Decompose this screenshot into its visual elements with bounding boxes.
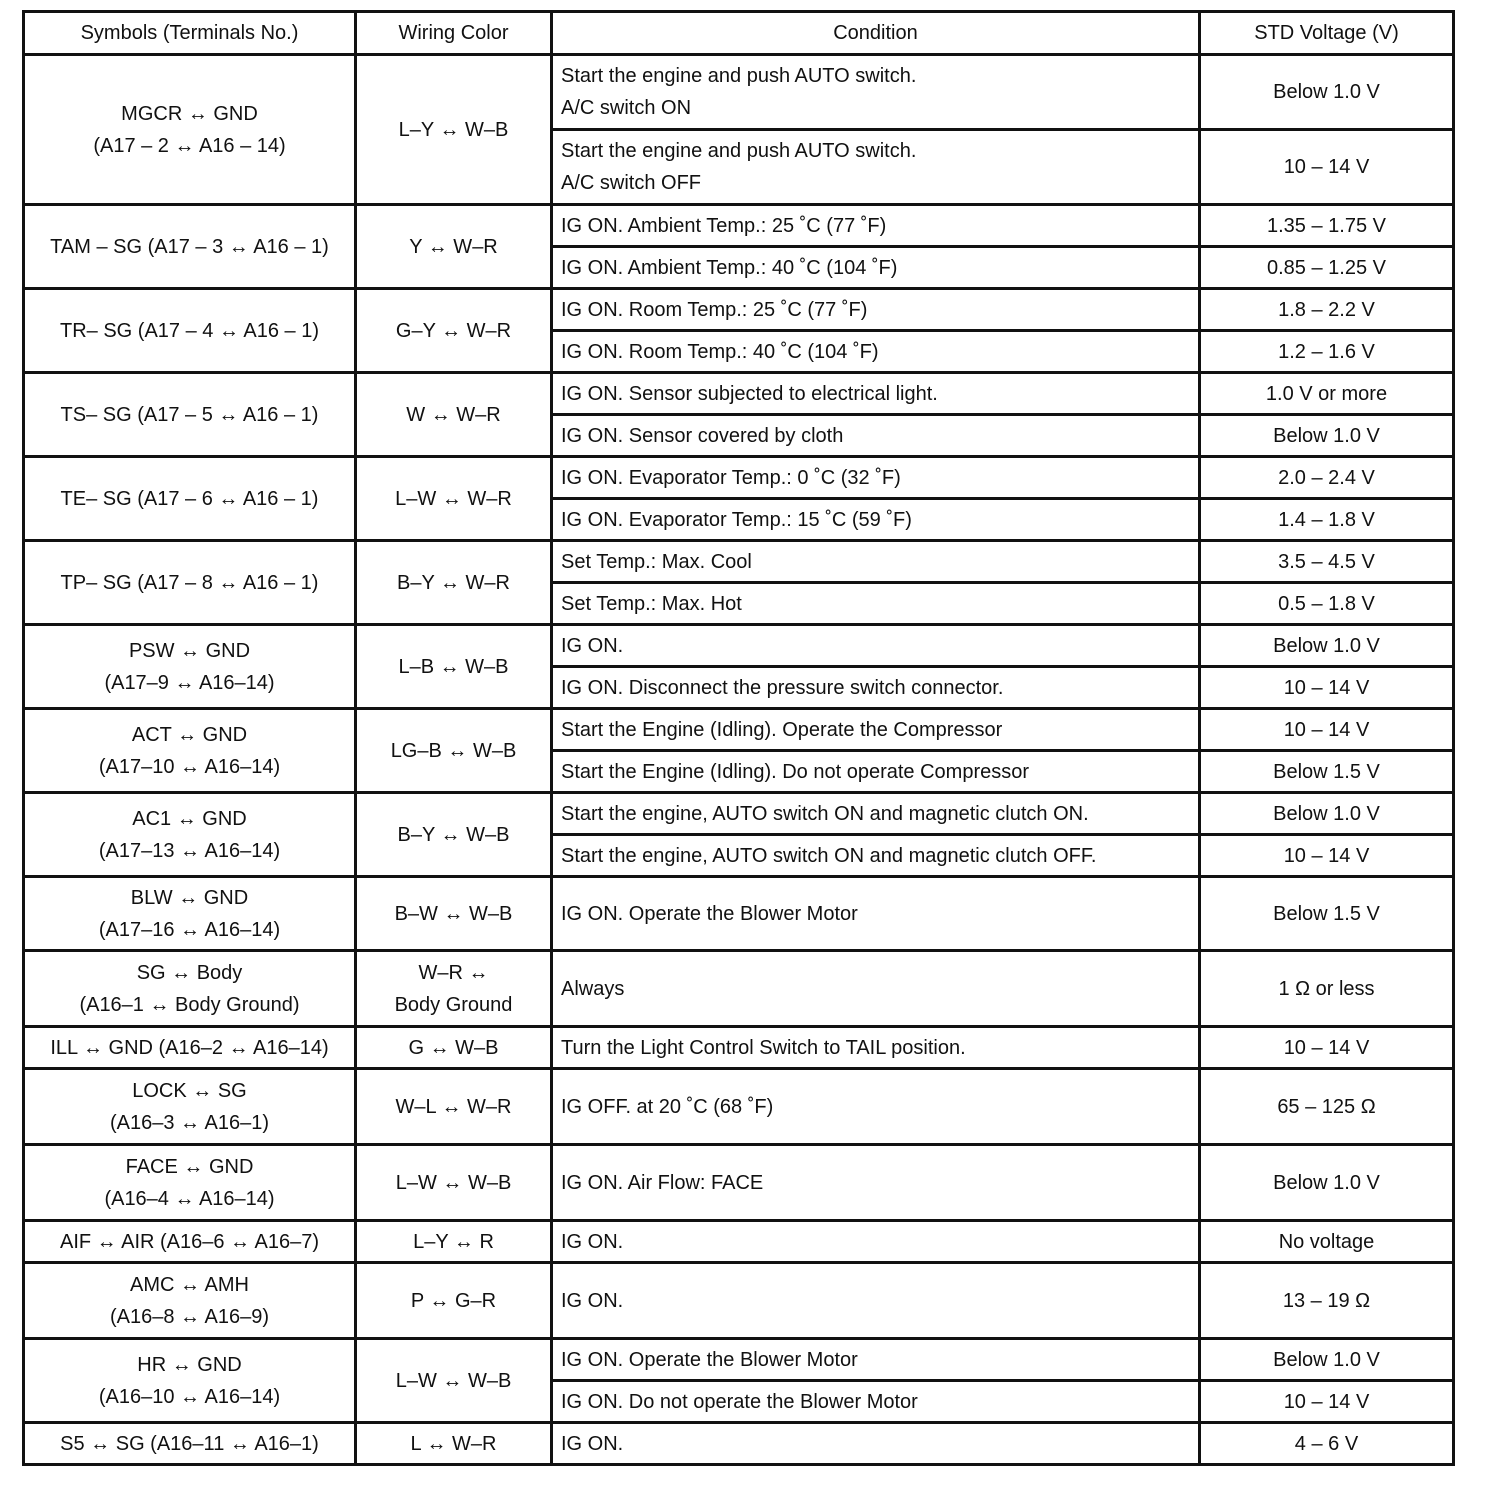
- condition-cell-line: Set Temp.: Max. Cool: [561, 550, 752, 573]
- wiring-color-cell: [356, 1339, 552, 1423]
- wiring-color-cell-line: B–Y ↔ W–B: [397, 823, 510, 846]
- symbol-cell-line: (A17–10 ↔ A16–14): [98, 755, 281, 778]
- symbol-cell-line: AC1 ↔ GND: [132, 807, 247, 830]
- symbol-cell: [24, 1145, 356, 1221]
- condition-cell-line: Start the Engine (Idling). Do not operate Compressor: [561, 760, 1030, 783]
- symbol-cell: [24, 373, 356, 457]
- condition-cell-line: IG ON. Room Temp.: 40 ˚C (104 ˚F): [561, 340, 879, 363]
- std-voltage-cell: 1 Ω or less: [1200, 951, 1454, 1027]
- wiring-color-cell-line: L ↔ W–R: [410, 1432, 497, 1455]
- table-row: [24, 1339, 1454, 1381]
- symbol-cell: [24, 793, 356, 877]
- wiring-color-cell: [356, 457, 552, 541]
- std-voltage-cell: 0.5 – 1.8 V: [1200, 583, 1454, 625]
- symbol-cell-line: TE– SG (A17 – 6 ↔ A16 – 1): [60, 487, 319, 510]
- condition-cell: [552, 951, 1200, 1027]
- table-row: [24, 1263, 1454, 1339]
- wiring-color-cell: [356, 373, 552, 457]
- symbol-cell-line: TAM – SG (A17 – 3 ↔ A16 – 1): [50, 235, 329, 258]
- wiring-color-cell: [356, 793, 552, 877]
- wiring-color-cell: [356, 1263, 552, 1339]
- symbol-cell-line: SG ↔ Body: [136, 961, 243, 984]
- symbol-cell: [24, 289, 356, 373]
- wiring-color-cell-line: G–Y ↔ W–R: [395, 319, 512, 342]
- condition-cell: [552, 1221, 1200, 1263]
- wiring-color-cell-line: W–R ↔: [418, 961, 489, 984]
- symbol-cell-line: ACT ↔ GND: [131, 723, 248, 746]
- symbol-cell-line: TP– SG (A17 – 8 ↔ A16 – 1): [60, 571, 319, 594]
- condition-cell: [552, 667, 1200, 709]
- condition-cell-line: Turn the Light Control Switch to TAIL position.: [561, 1036, 966, 1059]
- condition-cell: [552, 1145, 1200, 1221]
- condition-cell: [552, 205, 1200, 247]
- table-row: [24, 1069, 1454, 1145]
- condition-cell: [552, 1339, 1200, 1381]
- symbol-cell-line: (A16–4 ↔ A16–14): [104, 1187, 275, 1210]
- condition-cell: [552, 1381, 1200, 1423]
- wiring-color-cell: [356, 1069, 552, 1145]
- symbol-cell-line: PSW ↔ GND: [128, 639, 251, 662]
- condition-cell: [552, 751, 1200, 793]
- table-row: [24, 55, 1454, 130]
- wiring-color-cell: [356, 1221, 552, 1263]
- wiring-color-cell-line: B–Y ↔ W–R: [397, 571, 510, 594]
- symbol-cell: [24, 1027, 356, 1069]
- condition-cell-line: Set Temp.: Max. Hot: [561, 592, 742, 615]
- condition-cell-line: IG ON. Ambient Temp.: 25 ˚C (77 ˚F): [561, 214, 887, 237]
- std-voltage-cell: 1.8 – 2.2 V: [1200, 289, 1454, 331]
- table-row: [24, 205, 1454, 247]
- std-voltage-cell: Below 1.0 V: [1200, 55, 1454, 130]
- condition-cell-line: Start the engine and push AUTO switch.: [561, 65, 917, 87]
- condition-cell-line: IG ON.: [561, 1289, 624, 1312]
- header-wiring-color: Wiring Color: [356, 12, 552, 55]
- wiring-color-cell-line: LG–B ↔ W–B: [390, 739, 517, 762]
- symbol-cell-line: TS– SG (A17 – 5 ↔ A16 – 1): [60, 403, 319, 426]
- symbol-cell: [24, 1263, 356, 1339]
- table-row: [24, 709, 1454, 751]
- symbol-cell-line: ILL ↔ GND (A16–2 ↔ A16–14): [50, 1036, 329, 1059]
- condition-cell: [552, 1263, 1200, 1339]
- std-voltage-cell: Below 1.0 V: [1200, 625, 1454, 667]
- table-row: [24, 1221, 1454, 1263]
- wiring-color-cell-line: L–Y ↔ W–B: [398, 118, 509, 141]
- wiring-color-cell-line: P ↔ G–R: [410, 1289, 497, 1312]
- condition-cell-line: A/C switch ON: [561, 97, 692, 119]
- header-condition: Condition: [552, 12, 1200, 55]
- condition-cell-line: IG ON. Room Temp.: 25 ˚C (77 ˚F): [561, 298, 868, 321]
- symbol-cell-line: AIF ↔ AIR (A16–6 ↔ A16–7): [59, 1230, 319, 1253]
- symbol-cell: [24, 951, 356, 1027]
- std-voltage-cell: 1.4 – 1.8 V: [1200, 499, 1454, 541]
- std-voltage-cell: Below 1.0 V: [1200, 1339, 1454, 1381]
- condition-cell: [552, 1423, 1200, 1465]
- symbol-cell-line: (A17–16 ↔ A16–14): [98, 918, 281, 941]
- wiring-color-cell-line: B–W ↔ W–B: [394, 902, 513, 925]
- std-voltage-cell: 10 – 14 V: [1200, 835, 1454, 877]
- std-voltage-cell: 0.85 – 1.25 V: [1200, 247, 1454, 289]
- condition-cell: [552, 835, 1200, 877]
- symbol-cell-line: TR– SG (A17 – 4 ↔ A16 – 1): [59, 319, 319, 342]
- condition-cell-line: IG ON. Sensor subjected to electrical light.: [561, 382, 938, 405]
- condition-cell: [552, 1069, 1200, 1145]
- symbol-cell: [24, 457, 356, 541]
- symbol-cell-line: AMC ↔ AMH: [130, 1273, 249, 1296]
- symbol-cell-line: (A16–1 ↔ Body Ground): [79, 993, 300, 1016]
- condition-cell-line: Start the engine and push AUTO switch.: [561, 140, 917, 162]
- symbol-cell-line: (A17 – 2 ↔ A16 – 14): [93, 134, 286, 157]
- wiring-color-cell: [356, 1027, 552, 1069]
- condition-cell: [552, 457, 1200, 499]
- header-std-voltage: STD Voltage (V): [1200, 12, 1454, 55]
- wiring-color-cell-line: G ↔ W–B: [408, 1036, 499, 1059]
- table-row: [24, 457, 1454, 499]
- symbol-cell: [24, 877, 356, 951]
- condition-cell-line: Start the Engine (Idling). Operate the Compressor: [561, 718, 1003, 741]
- condition-cell-line: IG ON. Sensor covered by cloth: [561, 424, 844, 447]
- std-voltage-cell: 1.35 – 1.75 V: [1200, 205, 1454, 247]
- std-voltage-cell: 10 – 14 V: [1200, 667, 1454, 709]
- condition-cell: [552, 709, 1200, 751]
- wiring-color-cell-line: Body Ground: [394, 993, 513, 1016]
- std-voltage-cell: 65 – 125 Ω: [1200, 1069, 1454, 1145]
- condition-cell-line: Start the engine, AUTO switch ON and magnetic clutch ON.: [561, 802, 1089, 825]
- symbol-cell-line: (A17–9 ↔ A16–14): [104, 671, 275, 694]
- symbol-cell-line: HR ↔ GND: [137, 1353, 242, 1376]
- condition-cell-line: IG ON. Operate the Blower Motor: [561, 902, 858, 925]
- condition-cell: [552, 793, 1200, 835]
- wiring-color-cell: [356, 709, 552, 793]
- std-voltage-cell: No voltage: [1200, 1221, 1454, 1263]
- condition-cell-line: IG ON. Evaporator Temp.: 0 ˚C (32 ˚F): [561, 466, 901, 489]
- table-row: [24, 877, 1454, 951]
- symbol-cell: [24, 625, 356, 709]
- condition-cell: [552, 877, 1200, 951]
- table-row: [24, 289, 1454, 331]
- wiring-color-cell-line: L–B ↔ W–B: [398, 655, 509, 678]
- wiring-color-cell-line: L–W ↔ W–R: [395, 487, 512, 510]
- symbol-cell: [24, 1423, 356, 1465]
- terminal-voltage-table-wrap: [22, 10, 1452, 1466]
- table-row: [24, 1027, 1454, 1069]
- std-voltage-cell: 10 – 14 V: [1200, 1027, 1454, 1069]
- wiring-color-cell: [356, 625, 552, 709]
- table-row: [24, 951, 1454, 1027]
- condition-cell-line: IG ON.: [561, 634, 624, 657]
- std-voltage-cell: 3.5 – 4.5 V: [1200, 541, 1454, 583]
- condition-cell: [552, 415, 1200, 457]
- std-voltage-cell: 13 – 19 Ω: [1200, 1263, 1454, 1339]
- wiring-color-cell: [356, 877, 552, 951]
- std-voltage-cell: Below 1.0 V: [1200, 793, 1454, 835]
- wiring-color-cell-line: L–Y ↔ R: [413, 1230, 494, 1253]
- symbol-cell: [24, 541, 356, 625]
- wiring-color-cell: [356, 541, 552, 625]
- table-row: [24, 1145, 1454, 1221]
- wiring-color-cell-line: W–L ↔ W–R: [395, 1095, 512, 1118]
- wiring-color-cell: [356, 55, 552, 205]
- std-voltage-cell: Below 1.0 V: [1200, 415, 1454, 457]
- wiring-color-cell-line: Y ↔ W–R: [409, 235, 498, 258]
- wiring-color-cell: [356, 1145, 552, 1221]
- std-voltage-cell: 1.2 – 1.6 V: [1200, 331, 1454, 373]
- symbol-cell: [24, 1339, 356, 1423]
- std-voltage-cell: Below 1.0 V: [1200, 1145, 1454, 1221]
- symbol-cell: [24, 1069, 356, 1145]
- table-row: [24, 625, 1454, 667]
- symbol-cell: [24, 709, 356, 793]
- table-row: [24, 793, 1454, 835]
- std-voltage-cell: Below 1.5 V: [1200, 751, 1454, 793]
- wiring-color-cell-line: L–W ↔ W–B: [395, 1369, 512, 1392]
- condition-cell: [552, 1027, 1200, 1069]
- condition-cell-line: IG ON. Do not operate the Blower Motor: [561, 1390, 918, 1413]
- condition-cell: [552, 373, 1200, 415]
- table-row: [24, 1423, 1454, 1465]
- wiring-color-cell: [356, 289, 552, 373]
- condition-cell: [552, 289, 1200, 331]
- condition-cell-line: Always: [561, 977, 625, 1000]
- condition-cell-line: IG ON. Disconnect the pressure switch connector.: [561, 676, 1004, 699]
- symbol-cell: [24, 205, 356, 289]
- table-row: [24, 541, 1454, 583]
- condition-cell-line: IG ON. Ambient Temp.: 40 ˚C (104 ˚F): [561, 256, 898, 279]
- condition-cell-line: IG ON. Air Flow: FACE: [561, 1171, 764, 1194]
- condition-cell: [552, 499, 1200, 541]
- condition-cell-line: Start the engine, AUTO switch ON and magnetic clutch OFF.: [561, 844, 1097, 867]
- symbol-cell-line: S5 ↔ SG (A16–11 ↔ A16–1): [60, 1432, 319, 1455]
- symbol-cell-line: (A16–8 ↔ A16–9): [110, 1305, 269, 1328]
- std-voltage-cell: 10 – 14 V: [1200, 130, 1454, 205]
- table-body: [24, 55, 1454, 1465]
- condition-cell-line: IG ON.: [561, 1432, 624, 1455]
- std-voltage-cell: 4 – 6 V: [1200, 1423, 1454, 1465]
- condition-cell: [552, 130, 1200, 205]
- symbol-cell: [24, 1221, 356, 1263]
- condition-cell-line: IG ON.: [561, 1230, 624, 1253]
- symbol-cell-line: (A16–3 ↔ A16–1): [110, 1111, 269, 1134]
- header-symbols: Symbols (Terminals No.): [24, 12, 356, 55]
- condition-cell: [552, 541, 1200, 583]
- condition-cell: [552, 583, 1200, 625]
- std-voltage-cell: 1.0 V or more: [1200, 373, 1454, 415]
- condition-cell: [552, 247, 1200, 289]
- std-voltage-cell: 10 – 14 V: [1200, 1381, 1454, 1423]
- condition-cell-line: IG OFF. at 20 ˚C (68 ˚F): [561, 1095, 774, 1118]
- wiring-color-cell-line: L–W ↔ W–B: [395, 1171, 512, 1194]
- condition-cell-line: IG ON. Evaporator Temp.: 15 ˚C (59 ˚F): [561, 508, 912, 531]
- condition-cell-line: A/C switch OFF: [561, 172, 702, 194]
- condition-cell: [552, 331, 1200, 373]
- symbol-cell-line: (A16–10 ↔ A16–14): [98, 1385, 281, 1408]
- std-voltage-cell: 2.0 – 2.4 V: [1200, 457, 1454, 499]
- condition-cell-line: IG ON. Operate the Blower Motor: [561, 1348, 858, 1371]
- std-voltage-cell: 10 – 14 V: [1200, 709, 1454, 751]
- wiring-color-cell: [356, 951, 552, 1027]
- symbol-cell-line: LOCK ↔ SG: [132, 1079, 247, 1102]
- table-row: [24, 373, 1454, 415]
- condition-cell: [552, 625, 1200, 667]
- symbol-cell-line: (A17–13 ↔ A16–14): [98, 839, 281, 862]
- symbol-cell: [24, 55, 356, 205]
- symbol-cell-line: MGCR ↔ GND: [121, 102, 258, 125]
- symbol-cell-line: FACE ↔ GND: [125, 1155, 254, 1178]
- terminal-voltage-table: [22, 10, 1455, 1466]
- symbol-cell-line: BLW ↔ GND: [130, 886, 249, 909]
- wiring-color-cell-line: W ↔ W–R: [406, 403, 501, 426]
- wiring-color-cell: [356, 205, 552, 289]
- header-row: [24, 12, 1454, 55]
- std-voltage-cell: Below 1.5 V: [1200, 877, 1454, 951]
- wiring-color-cell: [356, 1423, 552, 1465]
- condition-cell: [552, 55, 1200, 130]
